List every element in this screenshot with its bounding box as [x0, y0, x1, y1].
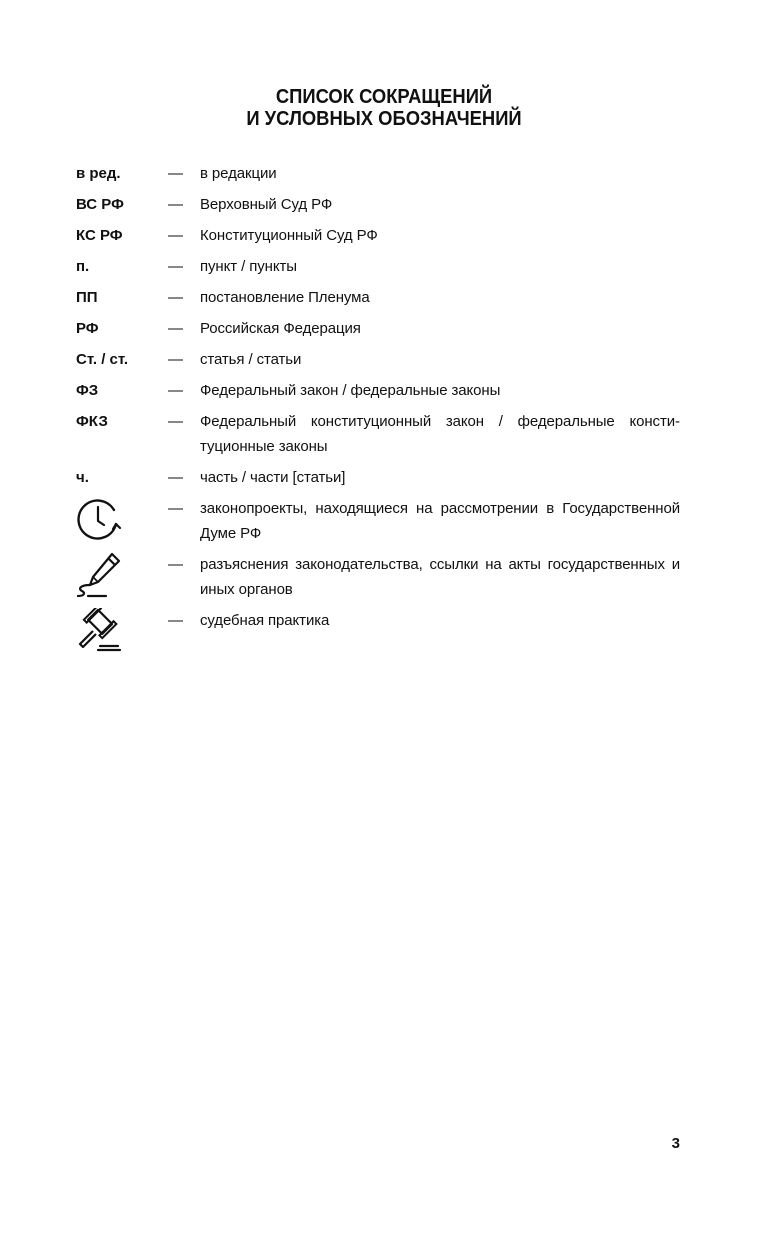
dash: — — [168, 289, 183, 306]
abbreviation-term: ПП — [76, 289, 98, 306]
symbol-row — [76, 552, 680, 608]
page-title-line-2: И УСЛОВНЫХ ОБОЗНАЧЕНИЙ — [246, 108, 522, 130]
dash: — — [168, 413, 183, 430]
gavel-icon — [76, 608, 168, 658]
abbreviation-term: РФ — [76, 320, 99, 337]
abbreviation-definition: статья / статьи — [200, 351, 302, 368]
dash: — — [168, 165, 183, 182]
symbol-definition: судебная практика — [200, 612, 330, 629]
symbol-definition: законопроекты, находящиеся на рассмотрении в Государственной Думе РФ — [200, 500, 680, 542]
dash: — — [168, 227, 183, 244]
clock-icon — [76, 496, 168, 546]
symbol-row — [76, 496, 680, 552]
page-title-line-1: СПИСОК СОКРАЩЕНИЙ — [275, 86, 493, 108]
dash: — — [168, 351, 183, 368]
abbreviation-definition: постановление Пленума — [200, 289, 370, 306]
abbreviation-definition: Верховный Суд РФ — [200, 196, 333, 213]
symbol-row — [76, 608, 680, 658]
abbreviation-definition: Конституционный Суд РФ — [200, 227, 378, 244]
abbreviation-row — [76, 465, 680, 496]
dash: — — [168, 196, 183, 213]
abbreviation-definition: Федеральный конституционный закон / федеральные конституционные законы — [200, 413, 680, 455]
dash: — — [168, 556, 183, 573]
page-number: 3 — [671, 1135, 680, 1152]
dash: — — [168, 469, 183, 486]
abbreviation-term: ФЗ — [76, 382, 99, 399]
dash: — — [168, 382, 183, 399]
dash: — — [168, 320, 183, 337]
abbreviation-definition: в редакции — [200, 165, 277, 182]
abbreviation-row — [76, 223, 680, 254]
dash: — — [168, 612, 183, 629]
abbreviation-definition: Российская Федерация — [200, 320, 361, 337]
abbreviation-term: п. — [76, 258, 90, 275]
abbreviation-definition: пункт / пункты — [200, 258, 297, 275]
abbreviation-row — [76, 285, 680, 316]
symbol-definition: разъяснения законодательства, ссылки на акты государственных и иных органов — [200, 556, 680, 598]
abbreviation-row — [76, 161, 680, 192]
dash: — — [168, 258, 183, 275]
abbreviation-term: ВС РФ — [76, 196, 124, 213]
abbreviation-row — [76, 409, 680, 465]
abbreviation-term: ч. — [76, 469, 89, 486]
abbreviation-row — [76, 192, 680, 223]
abbreviation-row — [76, 254, 680, 285]
abbreviation-definition: часть / части [статьи] — [200, 469, 346, 486]
abbreviation-row — [76, 316, 680, 347]
abbreviation-definition: Федеральный закон / федеральные законы — [200, 382, 501, 399]
page-title — [31, 86, 738, 130]
pencil-icon — [76, 552, 168, 602]
abbreviation-term: ФКЗ — [76, 413, 108, 430]
abbreviation-term: Ст. / ст. — [76, 351, 129, 368]
dash: — — [168, 500, 183, 517]
abbreviation-row — [76, 378, 680, 409]
abbreviation-term: в ред. — [76, 165, 121, 182]
abbreviation-row — [76, 347, 680, 378]
abbreviation-list — [76, 161, 680, 658]
abbreviation-term: КС РФ — [76, 227, 123, 244]
